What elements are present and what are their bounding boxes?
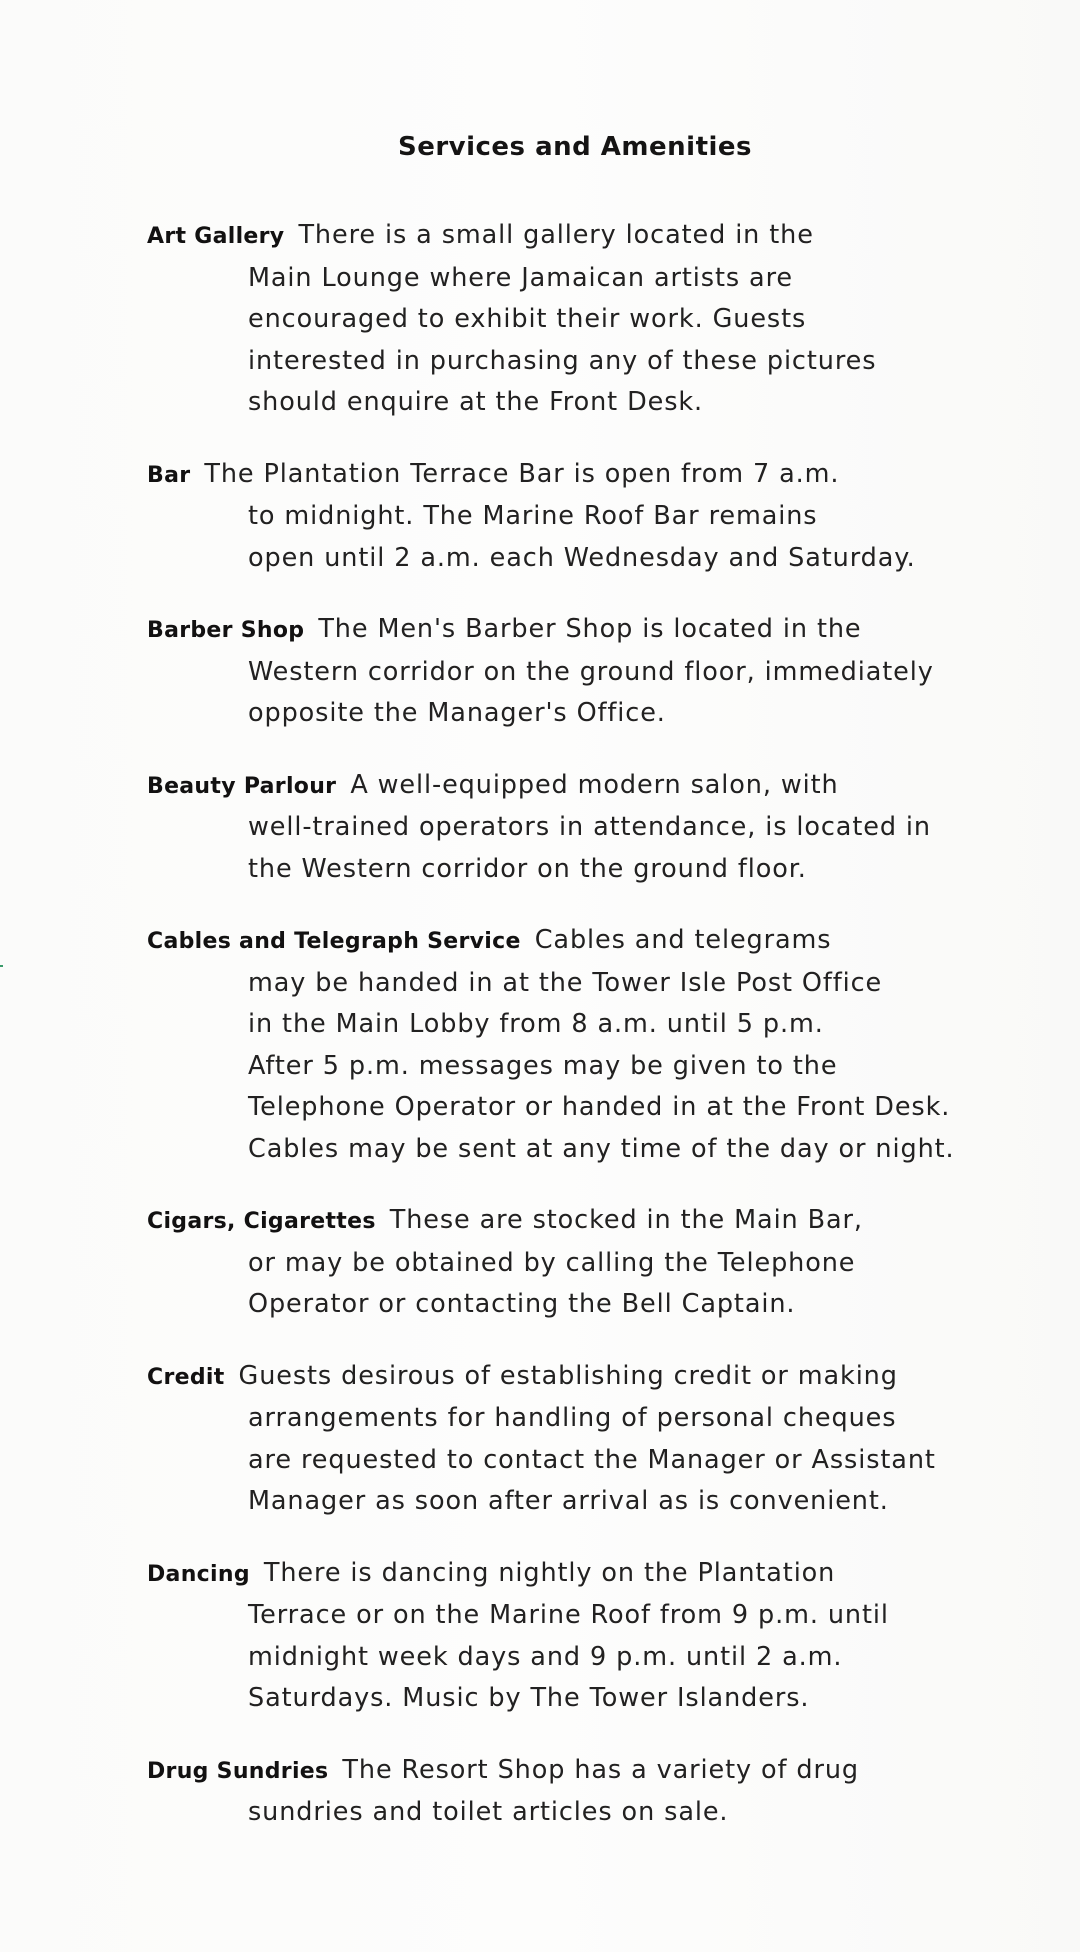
entry-term: Credit [147, 1364, 225, 1390]
entry-line [147, 1398, 1007, 1440]
entry-text: the Western corridor on the ground floor. [248, 853, 807, 884]
entry-line [147, 1595, 1007, 1637]
entry-text: Cables and telegrams [534, 925, 832, 955]
entry-text: or may be obtained by calling the Telephone [248, 1247, 856, 1278]
entry-line [147, 1792, 1007, 1834]
entry-first-line [147, 765, 1007, 808]
entry-text: Manager as soon after arrival as is convenient. [248, 1486, 889, 1516]
amenity-entry [147, 1750, 1007, 1834]
entry-term: Art Gallery [147, 224, 285, 249]
entry-text: are requested to contact the Manager or Assistant [248, 1444, 936, 1475]
entry-text: arrangements for handling of personal cheques [248, 1403, 897, 1433]
entry-term: Drug Sundries [147, 1758, 329, 1784]
entry-text: opposite the Manager's Office. [248, 698, 666, 728]
entry-line [147, 299, 1007, 341]
entry-first-line [147, 1356, 1007, 1399]
entry-text: sundries and toilet articles on sale. [248, 1797, 729, 1827]
entry-text: may be handed in at the Tower Isle Post Office [248, 967, 883, 998]
entry-text: There is a small gallery located in the [298, 220, 814, 250]
entry-line [147, 807, 1007, 849]
entry-first-line [147, 1553, 1007, 1596]
entry-text: open until 2 a.m. each Wednesday and Saturday. [248, 542, 916, 573]
amenity-entry [147, 215, 1007, 424]
entry-term: Beauty Parlour [147, 773, 337, 799]
entry-text: interested in purchasing any of these pictures [248, 345, 877, 376]
entry-text: to midnight. The Marine Roof Bar remains [248, 501, 818, 531]
amenity-entry [147, 920, 1007, 1170]
entry-line [147, 1284, 1007, 1326]
entry-term: Cigars, Cigarettes [147, 1209, 376, 1234]
entry-term: Barber Shop [147, 618, 305, 643]
amenity-entry [147, 1356, 1007, 1523]
amenities-list [147, 215, 1007, 1864]
entry-text: These are stocked in the Main Bar, [389, 1205, 863, 1235]
entry-text: After 5 p.m. messages may be given to the [248, 1050, 838, 1081]
entry-line [147, 963, 1007, 1005]
entry-first-line [147, 215, 1007, 258]
entry-text: Telephone Operator or handed in at the Front Desk. [248, 1092, 951, 1122]
entry-line [147, 1004, 1007, 1046]
entry-first-line [147, 609, 1007, 652]
amenity-entry [147, 1553, 1007, 1720]
entry-term: Bar [147, 462, 191, 488]
margin-mark [0, 965, 3, 967]
entry-text: encouraged to exhibit their work. Guests [248, 304, 807, 334]
entry-line [147, 1129, 1007, 1171]
entry-line [147, 496, 1007, 538]
entry-line [147, 258, 1007, 300]
entry-line [147, 849, 1007, 891]
entry-text: Main Lounge where Jamaican artists are [248, 262, 793, 293]
entry-text: The Plantation Terrace Bar is open from 7 a.m. [204, 458, 840, 489]
entry-text: There is dancing nightly on the Plantation [263, 1557, 836, 1588]
entry-text: Guests desirous of establishing credit or making [238, 1360, 898, 1391]
entry-text: Cables may be sent at any time of the day or night. [248, 1133, 955, 1164]
entry-text: midnight week days and 9 p.m. until 2 a.m. [248, 1641, 843, 1672]
entry-text: Terrace or on the Marine Roof from 9 p.m. until [248, 1600, 889, 1630]
entry-first-line [147, 920, 1007, 963]
page-title: Services and Amenities [397, 132, 753, 162]
entry-first-line [147, 454, 1007, 497]
entry-term: Cables and Telegraph Service [147, 929, 521, 954]
entry-text: Saturdays. Music by The Tower Islanders. [248, 1683, 810, 1713]
entry-line [147, 1087, 1007, 1129]
entry-text: in the Main Lobby from 8 a.m. until 5 p.m. [248, 1009, 824, 1039]
entry-line [147, 382, 1007, 424]
entry-line [147, 1637, 1007, 1679]
entry-line [147, 538, 1007, 580]
entry-line [147, 652, 1007, 694]
entry-line [147, 1481, 1007, 1523]
entry-text: should enquire at the Front Desk. [248, 387, 704, 417]
entry-text: The Resort Shop has a variety of drug [342, 1754, 859, 1785]
entry-text: Western corridor on the ground floor, immediately [248, 656, 934, 687]
amenity-entry [147, 765, 1007, 891]
entry-text: Operator or contacting the Bell Captain. [248, 1289, 796, 1319]
amenity-entry [147, 609, 1007, 735]
entry-line [147, 1440, 1007, 1482]
entry-line [147, 341, 1007, 383]
entry-text: well-trained operators in attendance, is located in [248, 812, 931, 842]
entry-term: Dancing [147, 1561, 250, 1587]
amenity-entry [147, 454, 1007, 580]
entry-first-line [147, 1750, 1007, 1793]
entry-text: The Men's Barber Shop is located in the [318, 614, 862, 644]
entry-line [147, 1046, 1007, 1088]
entry-line [147, 693, 1007, 735]
entry-text: A well-equipped modern salon, with [350, 769, 839, 800]
amenity-entry [147, 1200, 1007, 1326]
entry-line [147, 1678, 1007, 1720]
entry-first-line [147, 1200, 1007, 1243]
entry-line [147, 1243, 1007, 1285]
